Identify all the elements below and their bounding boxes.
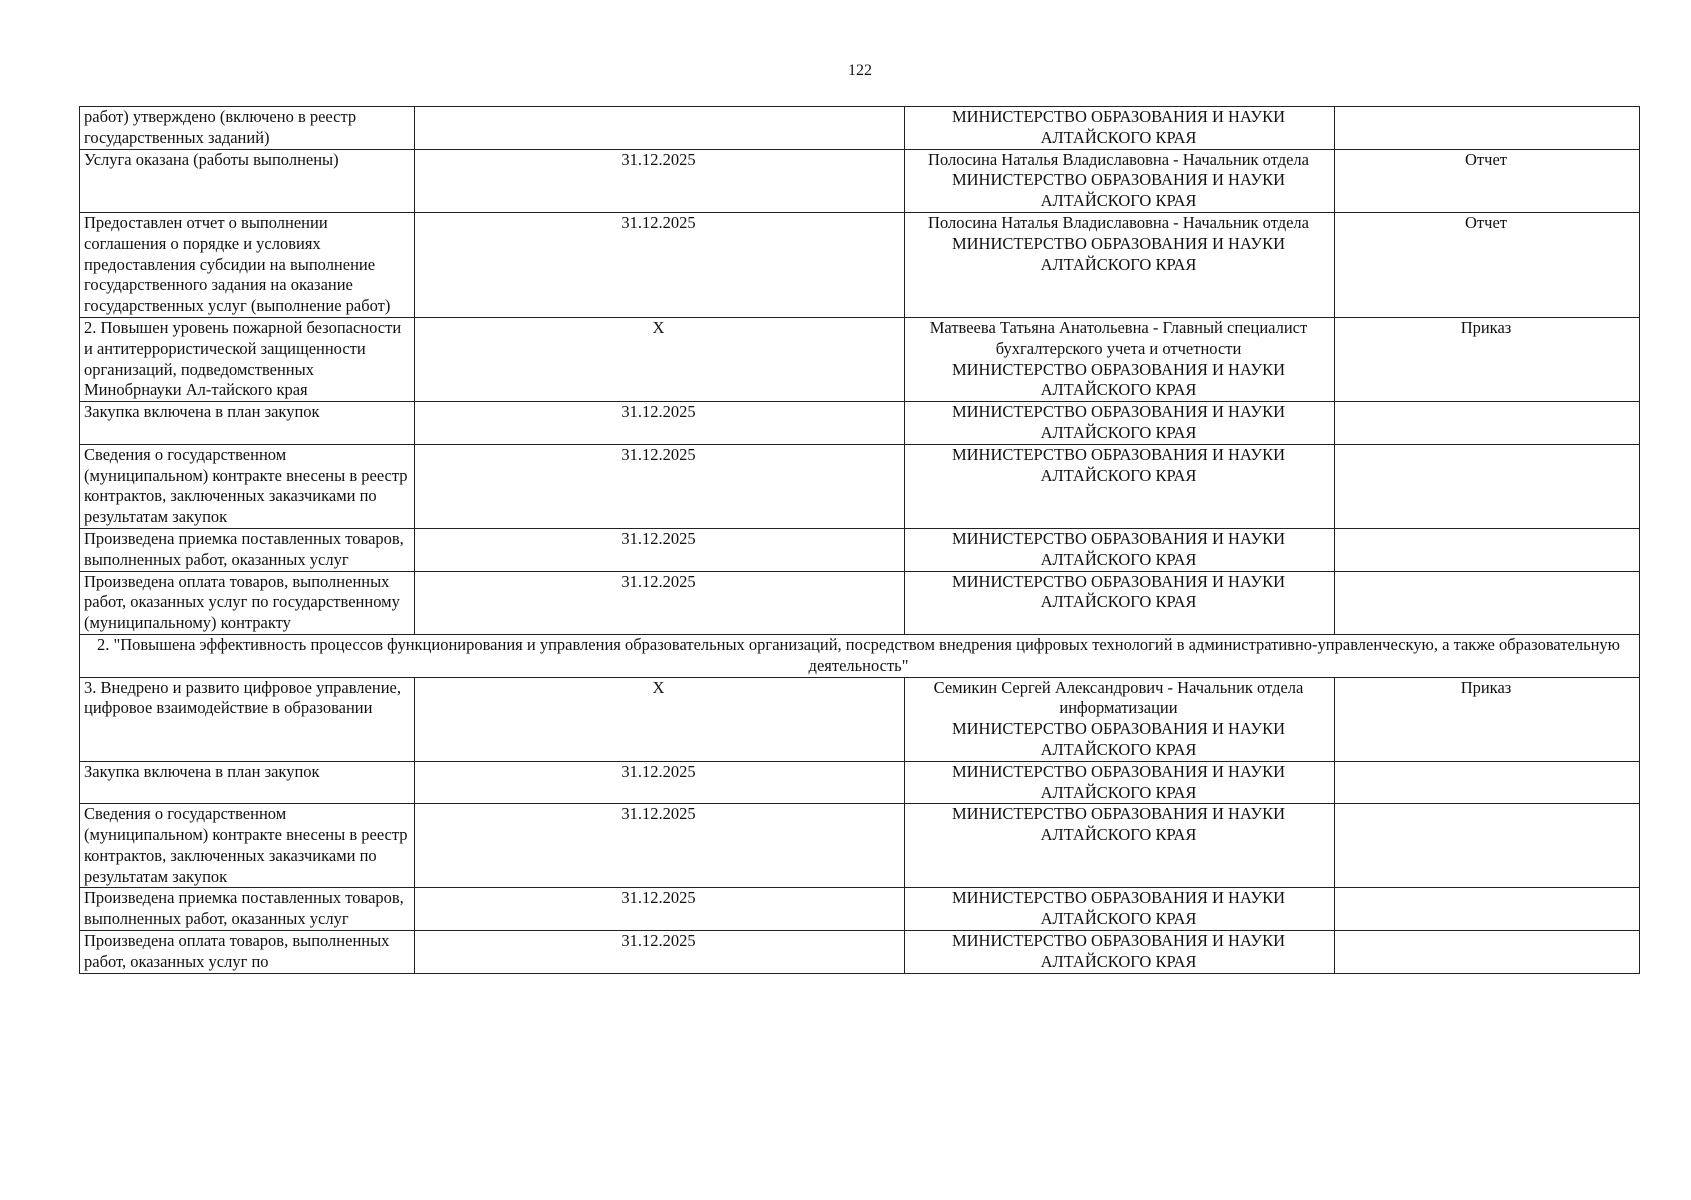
responsible-line: МИНИСТЕРСТВО ОБРАЗОВАНИЯ И НАУКИ АЛТАЙСКОГО КРАЯ bbox=[951, 931, 1286, 971]
event-cell: 2. Повышен уровень пожарной безопасности и антитеррористической защищенности организаций, подведомственных Минобрнауки Ал-тайского края bbox=[80, 317, 415, 401]
table-row bbox=[80, 317, 1640, 401]
date-cell: 31.12.2025 bbox=[415, 149, 905, 212]
table-row bbox=[80, 804, 1640, 888]
table-row bbox=[80, 528, 1640, 571]
responsible-line: МИНИСТЕРСТВО ОБРАЗОВАНИЯ И НАУКИ АЛТАЙСКОГО КРАЯ bbox=[951, 107, 1286, 147]
control-points-table bbox=[79, 106, 1640, 974]
responsible-line: МИНИСТЕРСТВО ОБРАЗОВАНИЯ И НАУКИ АЛТАЙСКОГО КРАЯ bbox=[951, 571, 1286, 612]
responsible-line: Матвеева Татьяна Анатольевна - Главный специалист бухгалтерского учета и отчетности bbox=[929, 317, 1308, 358]
document-cell bbox=[1335, 402, 1640, 445]
page-number: 122 bbox=[848, 62, 872, 79]
document-cell bbox=[1335, 761, 1640, 804]
event-cell: Произведена оплата товаров, выполненных работ, оказанных услуг по bbox=[80, 931, 415, 974]
event-cell: работ) утверждено (включено в реестр государственных заданий) bbox=[80, 107, 415, 150]
date-cell: X bbox=[415, 317, 905, 401]
responsible-cell bbox=[905, 402, 1335, 445]
responsible-line: МИНИСТЕРСТВО ОБРАЗОВАНИЯ И НАУКИ АЛТАЙСКОГО КРАЯ bbox=[951, 804, 1286, 845]
responsible-line: МИНИСТЕРСТВО ОБРАЗОВАНИЯ И НАУКИ АЛТАЙСКОГО КРАЯ bbox=[951, 888, 1286, 929]
event-cell: Предоставлен отчет о выполнении соглашения о порядке и условиях предоставления субсидии на выполнение государственного задания на оказание государственных услуг (выполнение работ) bbox=[80, 212, 415, 317]
responsible-cell bbox=[905, 571, 1335, 634]
event-cell: Сведения о государственном (муниципальном) контракте внесены в реестр контрактов, заключенных заказчиками по результатам закупок bbox=[80, 804, 415, 888]
date-cell: X bbox=[415, 677, 905, 761]
date-cell: 31.12.2025 bbox=[415, 212, 905, 317]
document-cell bbox=[1335, 571, 1640, 634]
responsible-line: МИНИСТЕРСТВО ОБРАЗОВАНИЯ И НАУКИ АЛТАЙСКОГО КРАЯ bbox=[951, 170, 1286, 211]
table-row bbox=[80, 888, 1640, 931]
responsible-line: МИНИСТЕРСТВО ОБРАЗОВАНИЯ И НАУКИ АЛТАЙСКОГО КРАЯ bbox=[951, 444, 1286, 485]
document-cell: Приказ bbox=[1335, 677, 1640, 761]
event-cell: Произведена приемка поставленных товаров, выполненных работ, оказанных услуг bbox=[80, 888, 415, 931]
document-cell bbox=[1335, 888, 1640, 931]
table-row bbox=[80, 761, 1640, 804]
table-row bbox=[80, 212, 1640, 317]
table-row bbox=[80, 571, 1640, 634]
date-cell: 31.12.2025 bbox=[415, 528, 905, 571]
date-cell: 31.12.2025 bbox=[415, 402, 905, 445]
responsible-cell bbox=[905, 107, 1335, 150]
responsible-line: МИНИСТЕРСТВО ОБРАЗОВАНИЯ И НАУКИ АЛТАЙСКОГО КРАЯ bbox=[951, 402, 1286, 442]
responsible-cell bbox=[905, 149, 1335, 212]
event-cell: Закупка включена в план закупок bbox=[80, 761, 415, 804]
table-row bbox=[80, 149, 1640, 212]
event-cell: Услуга оказана (работы выполнены) bbox=[80, 149, 415, 212]
document-cell bbox=[1335, 528, 1640, 571]
date-cell bbox=[415, 107, 905, 150]
responsible-cell bbox=[905, 888, 1335, 931]
event-cell: Закупка включена в план закупок bbox=[80, 402, 415, 445]
table-row bbox=[80, 402, 1640, 445]
document-cell: Отчет bbox=[1335, 212, 1640, 317]
document-cell: Отчет bbox=[1335, 149, 1640, 212]
table-row bbox=[80, 931, 1640, 974]
table-row bbox=[80, 444, 1640, 528]
responsible-line: МИНИСТЕРСТВО ОБРАЗОВАНИЯ И НАУКИ АЛТАЙСКОГО КРАЯ bbox=[951, 233, 1286, 274]
table-row bbox=[80, 677, 1640, 761]
responsible-cell bbox=[905, 677, 1335, 761]
event-cell: Произведена приемка поставленных товаров, выполненных работ, оказанных услуг bbox=[80, 528, 415, 571]
document-cell: Приказ bbox=[1335, 317, 1640, 401]
date-cell: 31.12.2025 bbox=[415, 888, 905, 931]
responsible-cell bbox=[905, 317, 1335, 401]
responsible-line: МИНИСТЕРСТВО ОБРАЗОВАНИЯ И НАУКИ АЛТАЙСКОГО КРАЯ bbox=[951, 761, 1286, 802]
document-cell bbox=[1335, 107, 1640, 150]
responsible-cell bbox=[905, 212, 1335, 317]
section-heading: 2. "Повышена эффективность процессов функционирования и управления образовательных организаций, посредством внедрения цифровых технологий в административно-управленческую, а также образовательную деятельность" bbox=[80, 634, 1640, 677]
document-cell bbox=[1335, 444, 1640, 528]
date-cell: 31.12.2025 bbox=[415, 804, 905, 888]
document-cell bbox=[1335, 931, 1640, 974]
table-body bbox=[80, 107, 1640, 974]
responsible-cell bbox=[905, 931, 1335, 974]
responsible-line: МИНИСТЕРСТВО ОБРАЗОВАНИЯ И НАУКИ АЛТАЙСКОГО КРАЯ bbox=[951, 359, 1286, 400]
event-cell: 3. Внедрено и развито цифровое управление, цифровое взаимодействие в образовании bbox=[80, 677, 415, 761]
responsible-cell bbox=[905, 804, 1335, 888]
responsible-line: МИНИСТЕРСТВО ОБРАЗОВАНИЯ И НАУКИ АЛТАЙСКОГО КРАЯ bbox=[951, 528, 1286, 569]
date-cell: 31.12.2025 bbox=[415, 931, 905, 974]
responsible-line: Семикин Сергей Александрович - Начальник отдела информатизации bbox=[933, 677, 1304, 718]
responsible-cell bbox=[905, 528, 1335, 571]
responsible-cell bbox=[905, 444, 1335, 528]
responsible-line: Полосина Наталья Владиславовна - Начальник отдела bbox=[928, 212, 1309, 232]
date-cell: 31.12.2025 bbox=[415, 761, 905, 804]
responsible-cell bbox=[905, 761, 1335, 804]
event-cell: Сведения о государственном (муниципальном) контракте внесены в реестр контрактов, заключенных заказчиками по результатам закупок bbox=[80, 444, 415, 528]
document-cell bbox=[1335, 804, 1640, 888]
responsible-line: Полосина Наталья Владиславовна - Начальник отдела bbox=[928, 149, 1309, 169]
table-row bbox=[80, 107, 1640, 150]
section-row bbox=[80, 634, 1640, 677]
event-cell: Произведена оплата товаров, выполненных работ, оказанных услуг по государственному (муниципальному) контракту bbox=[80, 571, 415, 634]
date-cell: 31.12.2025 bbox=[415, 571, 905, 634]
responsible-line: МИНИСТЕРСТВО ОБРАЗОВАНИЯ И НАУКИ АЛТАЙСКОГО КРАЯ bbox=[951, 719, 1286, 759]
date-cell: 31.12.2025 bbox=[415, 444, 905, 528]
